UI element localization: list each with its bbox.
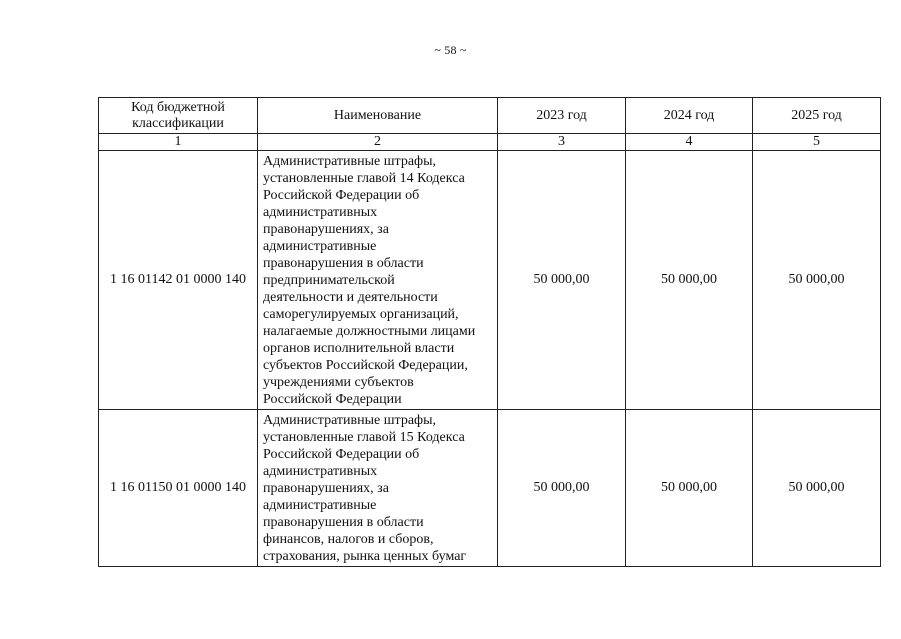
header-2025: 2025 год bbox=[753, 98, 881, 134]
name-line: правонарушениях, за bbox=[263, 481, 389, 496]
item-name-cell bbox=[258, 410, 498, 567]
name-line: предпринимательской bbox=[263, 273, 395, 288]
name-line: административных bbox=[263, 205, 378, 220]
column-number: 3 bbox=[498, 134, 626, 151]
page-number: ~ 58 ~ bbox=[434, 43, 467, 57]
name-line: деятельности и деятельности bbox=[263, 290, 438, 305]
value-2024-cell: 50 000,00 bbox=[626, 151, 753, 410]
name-line: Административные штрафы, bbox=[263, 413, 437, 428]
value-2023-cell: 50 000,00 bbox=[498, 151, 626, 410]
name-line: административные bbox=[263, 239, 377, 254]
table-row bbox=[99, 151, 881, 410]
name-line: Административные штрафы, bbox=[263, 154, 437, 169]
header-code: Код бюджетной классификации bbox=[99, 98, 258, 134]
budget-table bbox=[98, 97, 881, 567]
table-row bbox=[99, 410, 881, 567]
name-line: установленные главой 15 Кодекса bbox=[263, 430, 465, 445]
name-line: органов исполнительной власти bbox=[263, 341, 455, 356]
name-line: Российской Федерации bbox=[263, 392, 402, 407]
value-2025-cell: 50 000,00 bbox=[753, 410, 881, 567]
value-2025-cell: 50 000,00 bbox=[753, 151, 881, 410]
name-line: финансов, налогов и сборов, bbox=[263, 532, 434, 547]
name-line: установленные главой 14 Кодекса bbox=[263, 171, 465, 186]
name-line: административные bbox=[263, 498, 377, 513]
budget-code-cell: 1 16 01150 01 0000 140 bbox=[99, 410, 258, 567]
column-number: 2 bbox=[258, 134, 498, 151]
name-line: правонарушениях, за bbox=[263, 222, 389, 237]
column-number: 5 bbox=[753, 134, 881, 151]
name-line: правонарушения в области bbox=[263, 515, 424, 530]
name-line: налагаемые должностными лицами bbox=[263, 324, 476, 339]
budget-code-cell: 1 16 01142 01 0000 140 bbox=[99, 151, 258, 410]
name-line: административных bbox=[263, 464, 378, 479]
item-name-cell bbox=[258, 151, 498, 410]
name-line: Российской Федерации об bbox=[263, 447, 420, 462]
column-number: 1 bbox=[99, 134, 258, 151]
value-2024-cell: 50 000,00 bbox=[626, 410, 753, 567]
column-number-row bbox=[99, 134, 881, 151]
header-name: Наименование bbox=[258, 98, 498, 134]
header-2024: 2024 год bbox=[626, 98, 753, 134]
value-2023-cell: 50 000,00 bbox=[498, 410, 626, 567]
name-line: правонарушения в области bbox=[263, 256, 424, 271]
name-line: субъектов Российской Федерации, bbox=[263, 358, 468, 373]
header-2023: 2023 год bbox=[498, 98, 626, 134]
table-header-row bbox=[99, 98, 881, 134]
name-line: учреждениями субъектов bbox=[263, 375, 414, 390]
column-number: 4 bbox=[626, 134, 753, 151]
name-line: саморегулируемых организаций, bbox=[263, 307, 459, 322]
name-line: страхования, рынка ценных бумаг bbox=[263, 549, 467, 564]
name-line: Российской Федерации об bbox=[263, 188, 420, 203]
